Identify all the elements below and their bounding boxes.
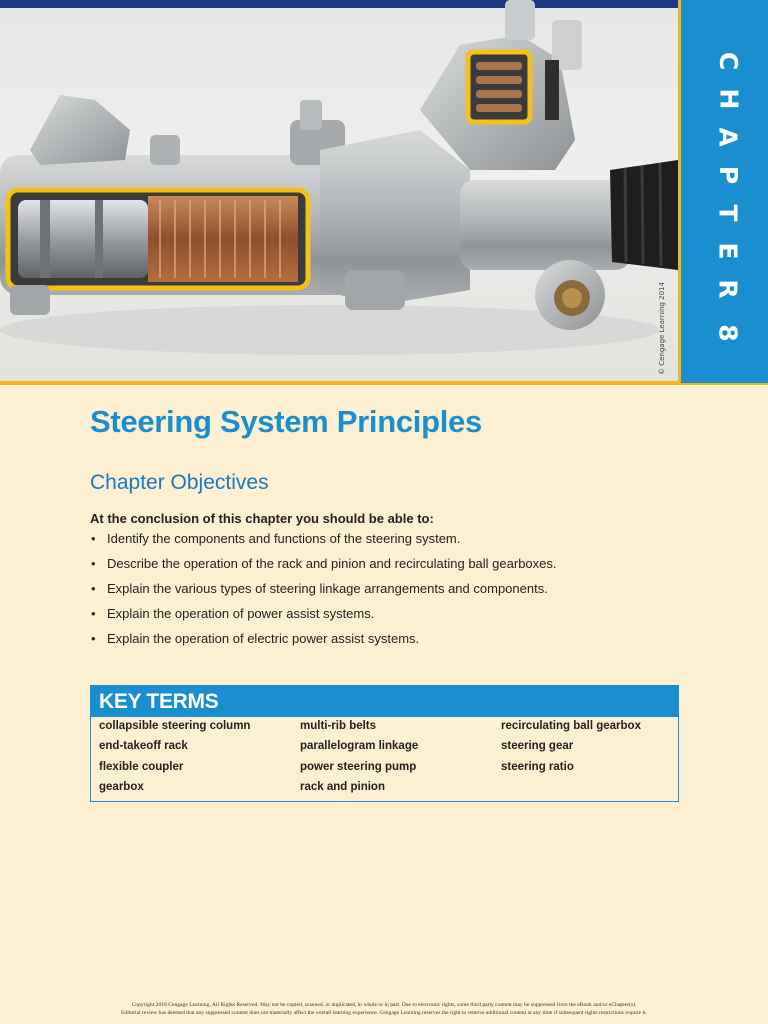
objective-text: Explain the operation of power assist systems. <box>107 606 375 621</box>
key-term: rack and pinion <box>300 781 385 793</box>
key-term: flexible coupler <box>99 761 184 773</box>
key-term: gearbox <box>99 781 144 793</box>
objective-item <box>90 530 557 555</box>
objectives-intro: At the conclusion of this chapter you should be able to: <box>90 511 434 526</box>
chapter-letter: H <box>714 88 743 110</box>
objective-text: Explain the various types of steering linkage arrangements and components. <box>107 581 548 596</box>
key-term: collapsible steering column <box>99 720 251 732</box>
key-term: multi-rib belts <box>300 720 377 732</box>
chapter-letter: P <box>713 165 743 185</box>
bullet-icon: • <box>91 631 96 646</box>
photo-divider <box>0 381 768 385</box>
objective-item <box>90 630 557 655</box>
key-term: steering ratio <box>501 761 574 773</box>
copyright-line-1: Copyright 2018 Cengage Learning. All Rights Reserved. May not be copied, scanned, or duplicated, in whole or in part. Due to electronic rights, some third party content may be suppressed from the eBook and/or eChapter(s). <box>131 1002 637 1008</box>
chapter-letter: A <box>713 127 743 147</box>
chapter-band <box>678 0 768 383</box>
copyright-line-2: Editorial review has deemed that any suppressed content does not materially affect the overall learning experience. Cengage Learning reserves the right to remove additional content at any time if subsequent rights restrictions require it. <box>121 1010 647 1016</box>
chapter-letter: C <box>713 51 743 71</box>
key-term: recirculating ball gearbox <box>501 720 641 732</box>
objectives-heading: Chapter Objectives <box>90 471 269 494</box>
chapter-letter: R <box>713 279 743 299</box>
bullet-icon: • <box>91 556 96 571</box>
bullet-icon: • <box>91 581 96 596</box>
objective-text: Describe the operation of the rack and pinion and recirculating ball gearboxes. <box>107 556 557 571</box>
copyright-footer <box>60 1001 708 1017</box>
chapter-letter: T <box>714 204 743 222</box>
chapter-number: 8 <box>714 324 743 342</box>
chapter-word <box>713 42 743 308</box>
chapter-label <box>693 42 763 352</box>
objective-item <box>90 605 557 630</box>
objective-text: Identify the components and functions of the steering system. <box>107 531 461 546</box>
objective-text: Explain the operation of electric power assist systems. <box>107 631 420 646</box>
objectives-list <box>90 530 557 655</box>
photo-credit-text: © Cengage Learning 2014 <box>658 282 666 375</box>
steering-gear-illustration <box>0 0 678 383</box>
chapter-photo <box>0 0 678 383</box>
bullet-icon: • <box>91 531 96 546</box>
key-term: steering gear <box>501 740 574 752</box>
key-term: end-takeoff rack <box>99 740 188 752</box>
page-title: Steering System Principles <box>90 404 482 439</box>
objective-item <box>90 580 557 605</box>
key-term: parallelogram linkage <box>300 740 419 752</box>
objective-item <box>90 555 557 580</box>
chapter-letter: E <box>713 242 743 260</box>
bullet-icon: • <box>91 606 96 621</box>
photo-credit <box>658 282 668 455</box>
key-terms-box <box>90 685 679 802</box>
key-term: power steering pump <box>300 761 417 773</box>
key-terms-heading: KEY TERMS <box>91 686 678 717</box>
